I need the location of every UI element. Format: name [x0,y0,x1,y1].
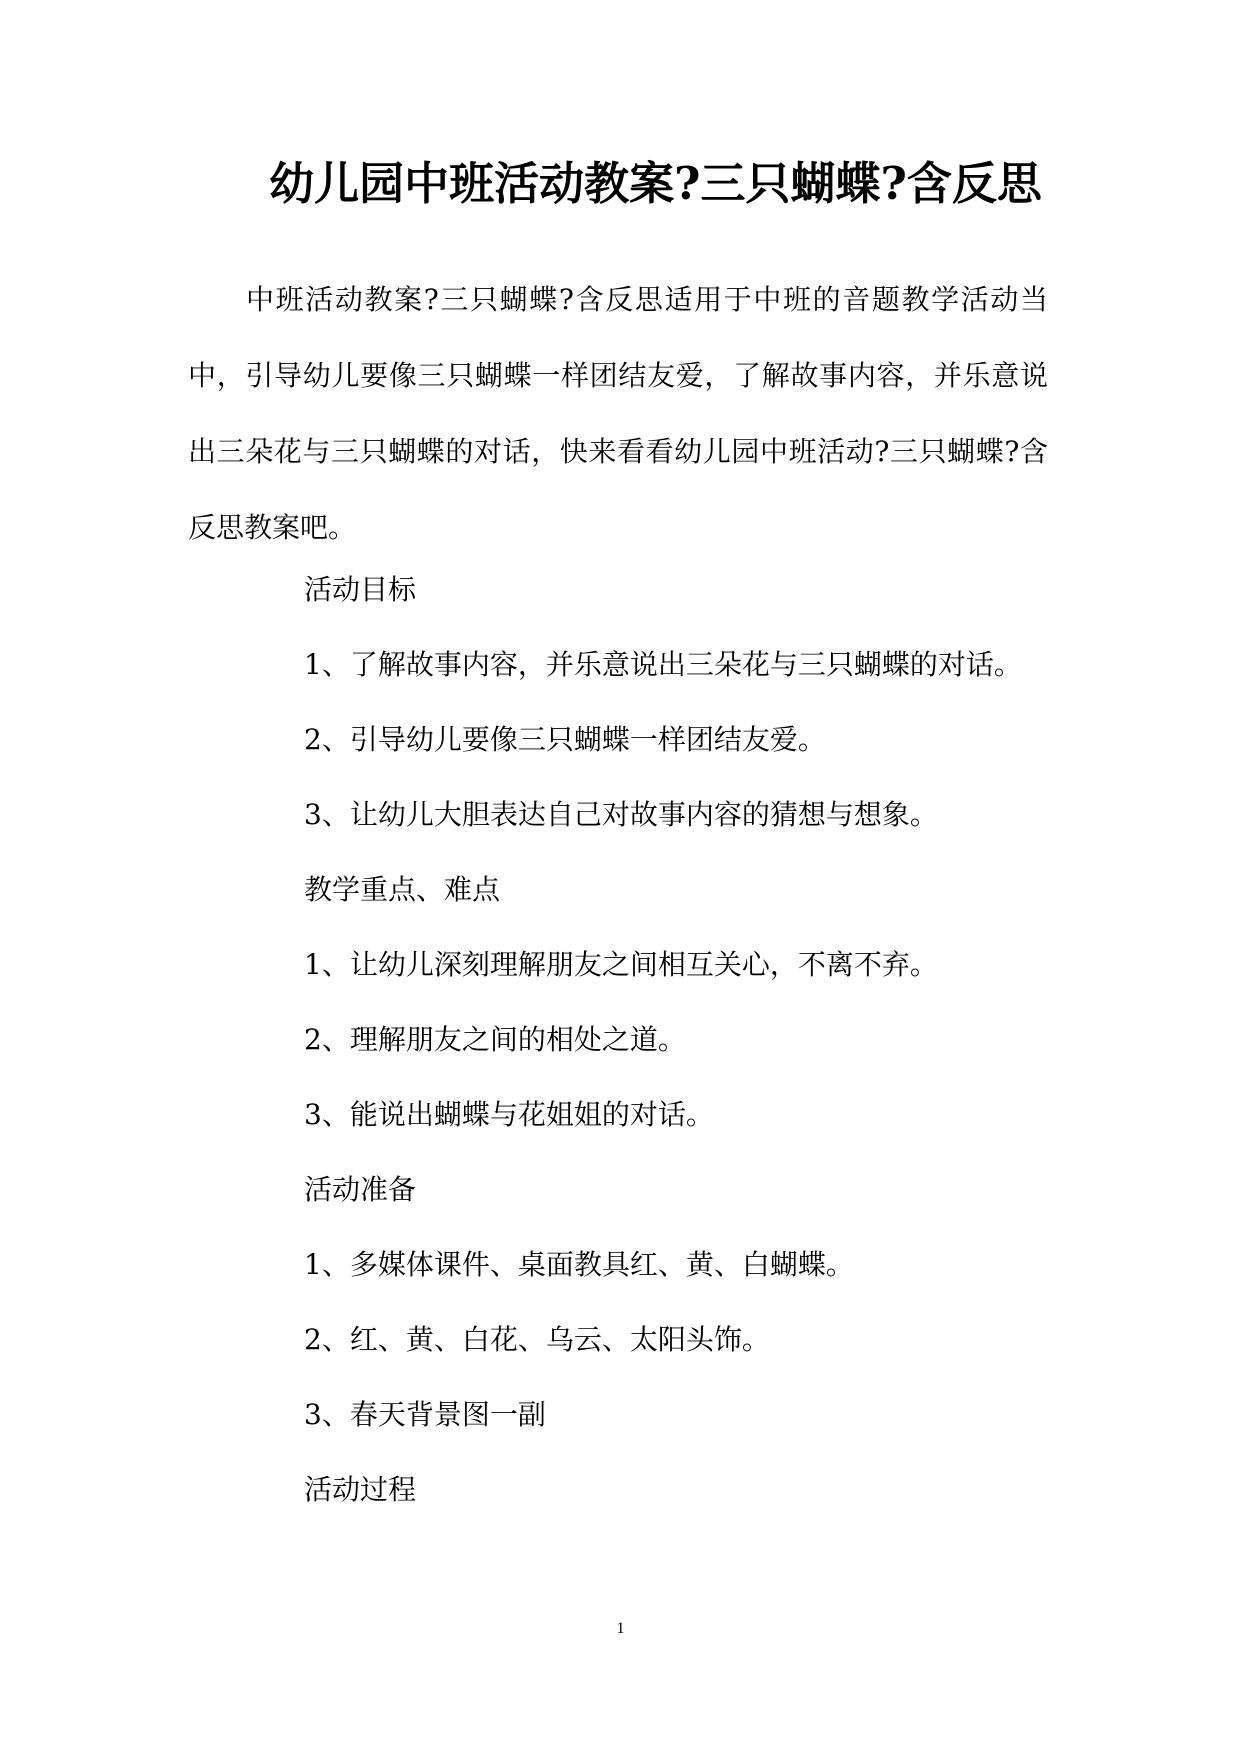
key-point-item-3: 3、能说出蝴蝶与花姐姐的对话。 [304,1098,714,1131]
page-number: 1 [616,1620,625,1637]
section-heading-process: 活动过程 [304,1473,417,1506]
document-title: 幼儿园中班活动教案?三只蝴蝶?含反思 [269,157,1042,210]
section-heading-preparation: 活动准备 [304,1173,417,1206]
goal-item-2: 2、引导幼儿要像三只蝴蝶一样团结友爱。 [304,723,826,756]
section-heading-key-points: 教学重点、难点 [304,873,501,906]
preparation-item-3: 3、春天背景图一副 [304,1398,546,1431]
preparation-item-2: 2、红、黄、白花、乌云、太阳头饰。 [304,1323,770,1356]
preparation-item-1: 1、多媒体课件、桌面教具红、黄、白蝴蝶。 [304,1248,854,1281]
goal-item-1: 1、了解故事内容，并乐意说出三朵花与三只蝴蝶的对话。 [304,648,1022,681]
goal-item-3: 3、让幼儿大胆表达自己对故事内容的猜想与想象。 [304,798,938,831]
section-heading-goals: 活动目标 [304,573,417,606]
intro-paragraph: 中班活动教案?三只蝴蝶?含反思适用于中班的音题教学活动当中，引导幼儿要像三只蝴蝶一样团结友爱，了解故事内容，并乐意说出三朵花与三只蝴蝶的对话，快来看看幼儿园中班活动?三只蝴蝶?含反思教案吧。 [188,283,1048,544]
key-point-item-1: 1、让幼儿深刻理解朋友之间相互关心，不离不弃。 [304,948,938,981]
key-point-item-2: 2、理解朋友之间的相处之道。 [304,1023,686,1056]
